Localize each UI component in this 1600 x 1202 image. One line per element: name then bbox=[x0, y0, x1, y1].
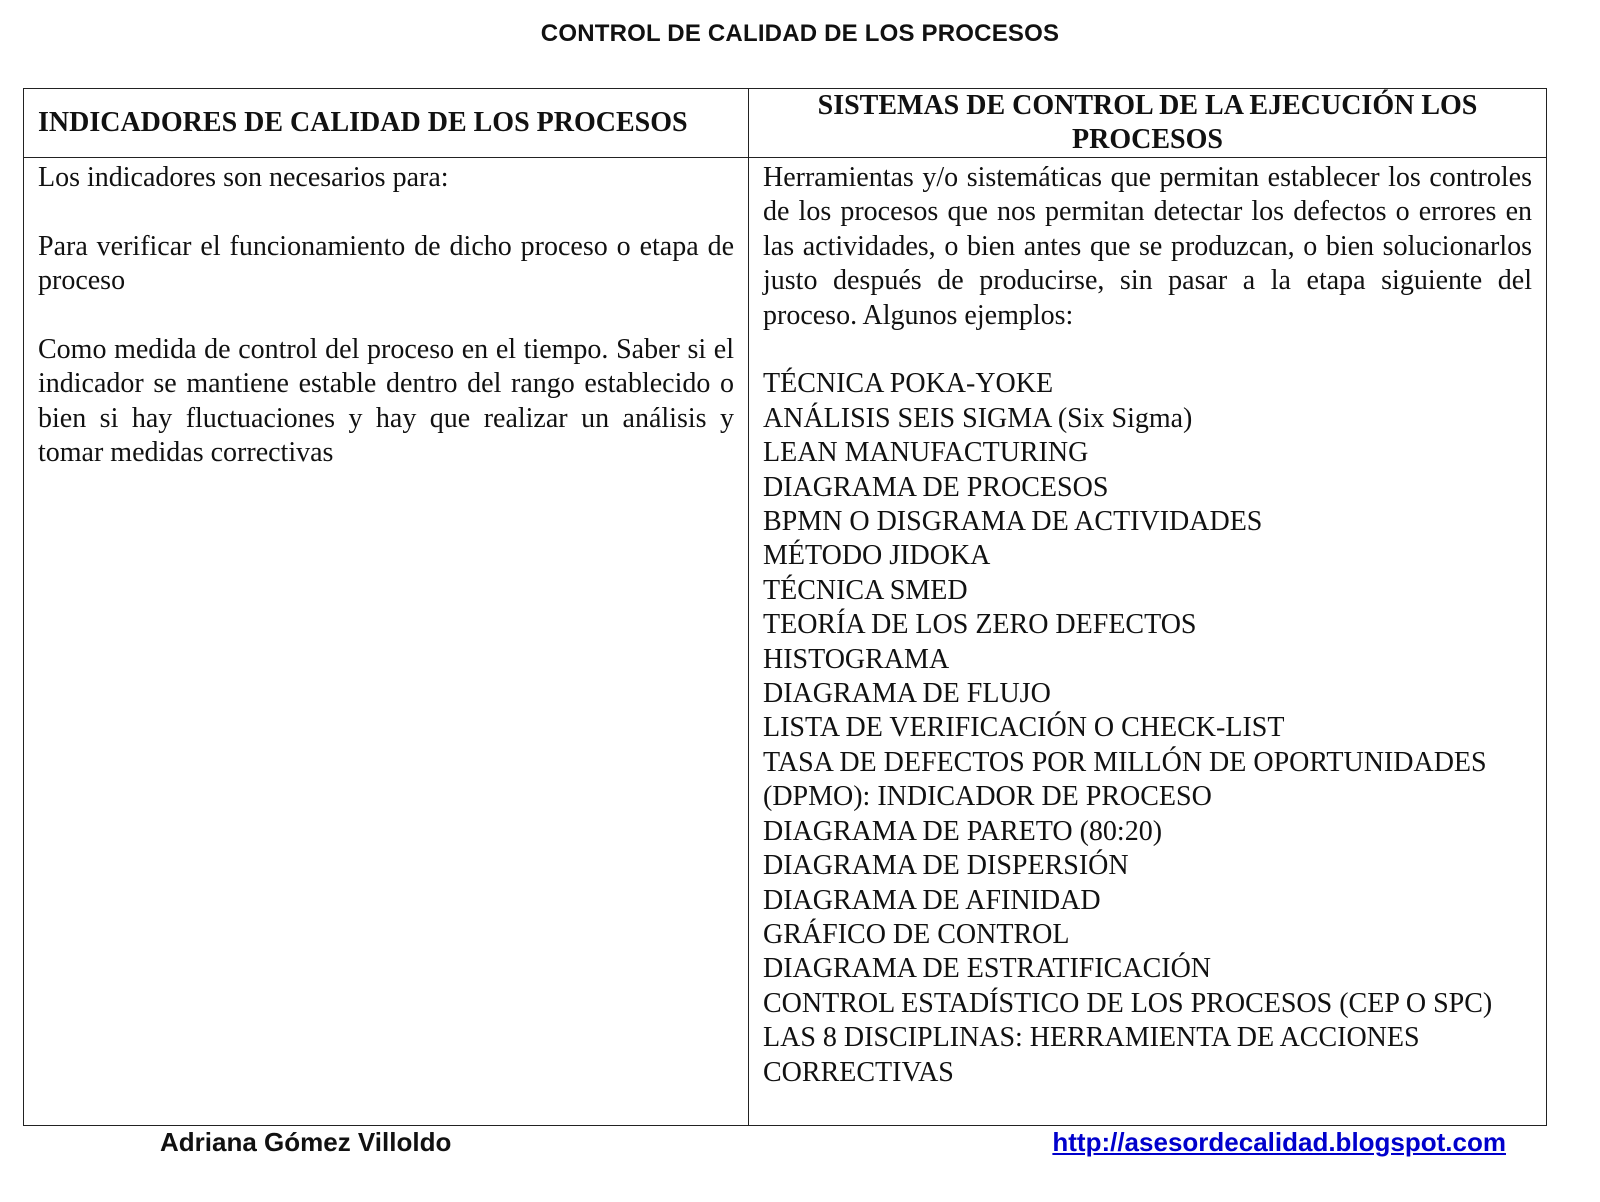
list-item: CONTROL ESTADÍSTICO DE LOS PROCESOS (CEP O SPC) bbox=[763, 987, 1493, 1019]
indicators-cell bbox=[24, 158, 749, 1126]
quality-control-table bbox=[23, 88, 1547, 1126]
list-item: ANÁLISIS SEIS SIGMA (Six Sigma) bbox=[763, 402, 1193, 434]
list-item: TÉCNICA POKA-YOKE bbox=[763, 368, 1054, 400]
list-item: DIAGRAMA DE DISPERSIÓN bbox=[763, 850, 1129, 882]
list-item: LISTA DE VERIFICACIÓN O CHECK-LIST bbox=[763, 712, 1285, 744]
control-systems-cell bbox=[749, 158, 1547, 1126]
page-title: CONTROL DE CALIDAD DE LOS PROCESOS bbox=[540, 20, 1060, 47]
table-body-row bbox=[24, 158, 1547, 1126]
author-name: Adriana Gómez Villoldo bbox=[160, 1127, 452, 1157]
list-item: DIAGRAMA DE PARETO (80:20) bbox=[763, 815, 1163, 847]
indicators-point-1: Para verificar el funcionamiento de dicho proceso o etapa de proceso bbox=[38, 230, 734, 297]
tools-list bbox=[763, 367, 1532, 1090]
table-header-row bbox=[24, 89, 1547, 158]
list-item: LEAN MANUFACTURING bbox=[763, 437, 1089, 469]
right-column-header: SISTEMAS DE CONTROL DE LA EJECUCIÓN LOS PROCESOS bbox=[749, 89, 1547, 158]
list-item: MÉTODO JIDOKA bbox=[763, 540, 991, 572]
control-systems-intro: Herramientas y/o sistemáticas que permitan establecer los controles de los procesos que nos permitan detectar los defectos o errores en las actividades, o bien antes que se produzcan, o bien solucionarlos justo después de producirse, sin pasar a la etapa siguiente del proceso. Algunos ejemplos: bbox=[763, 162, 1532, 331]
list-item: TÉCNICA SMED bbox=[763, 574, 968, 606]
left-column-header: INDICADORES DE CALIDAD DE LOS PROCESOS bbox=[24, 89, 749, 158]
list-item: LAS 8 DISCIPLINAS: HERRAMIENTA DE ACCIONES CORRECTIVAS bbox=[763, 1022, 1420, 1088]
list-item: DIAGRAMA DE FLUJO bbox=[763, 678, 1051, 710]
list-item: DIAGRAMA DE PROCESOS bbox=[763, 471, 1109, 503]
list-item: DIAGRAMA DE AFINIDAD bbox=[763, 884, 1101, 916]
indicators-intro: Los indicadores son necesarios para: bbox=[38, 162, 449, 193]
list-item: HISTOGRAMA bbox=[763, 643, 950, 675]
indicators-point-2: Como medida de control del proceso en el tiempo. Saber si el indicador se mantiene estable dentro del rango establecido o bien si hay fluctuaciones y hay que realizar un análisis y tomar medidas correctivas bbox=[38, 334, 734, 469]
list-item: DIAGRAMA DE ESTRATIFICACIÓN bbox=[763, 953, 1212, 985]
list-item: GRÁFICO DE CONTROL bbox=[763, 918, 1070, 950]
list-item: BPMN O DISGRAMA DE ACTIVIDADES bbox=[763, 506, 1263, 538]
list-item: TASA DE DEFECTOS POR MILLÓN DE OPORTUNIDADES (DPMO): INDICADOR DE PROCESO bbox=[763, 746, 1487, 813]
list-item: TEORÍA DE LOS ZERO DEFECTOS bbox=[763, 609, 1197, 641]
blog-link[interactable]: http://asesordecalidad.blogspot.com bbox=[1052, 1127, 1506, 1157]
